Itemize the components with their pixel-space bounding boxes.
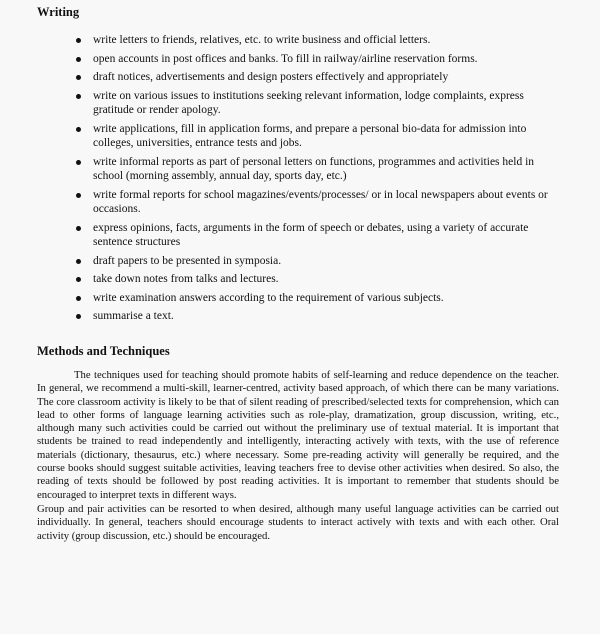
list-item-text: write on various issues to institutions seeking relevant information, lodge complaints, express gratitude or render apology. — [93, 89, 524, 116]
writing-heading: Writing — [37, 5, 80, 19]
list-item-text: write examination answers according to the requirement of various subjects. — [93, 291, 444, 304]
list-item — [0, 309, 555, 324]
bullet-icon — [76, 127, 81, 132]
list-item — [0, 122, 555, 151]
list-item-text: write formal reports for school magazines/events/processes/ or in local newspapers about events or occasions. — [93, 188, 548, 215]
list-item — [0, 272, 555, 287]
methods-heading: Methods and Techniques — [37, 344, 170, 358]
list-item-text: express opinions, facts, arguments in the form of speech or debates, using a variety of accurate sentence structures — [93, 221, 529, 248]
list-item — [0, 33, 555, 48]
list-item-text: draft notices, advertisements and design posters effectively and appropriately — [93, 71, 449, 83]
list-item — [0, 254, 555, 269]
list-item — [0, 89, 555, 118]
bullet-icon — [76, 296, 81, 301]
list-item-text: summarise a text. — [93, 310, 174, 322]
methods-paragraph-1: The techniques used for teaching should promote habits of self-learning and reduce dependence on the teacher. In general, we recommend a multi-skill, learner-centred, activity based approach, of which there can be many variations. The core classroom activity is likely to be that of silent reading of prescribed/selected texts for comprehension, which can lead to other forms of language learning activities such as role-play, dramatization, group discussion, writing, etc., although many such activities could be carried out without the preliminary use of textual material. It is important that students be trained to read independently and intelligently, interacting actively with texts, with the use of reference materials (dictionary, thesaurus, etc.) where necessary. Some pre-reading activity will generally be required, and the course books should suggest suitable activities, leaving teachers free to devise other activities when desired. So also, the reading of texts should be followed by post reading activities. It is important to remember that students should be encouraged to interpret texts in different ways. — [37, 369, 559, 501]
list-item-text: write applications, fill in application forms, and prepare a personal bio-data for admission into colleges, universities, entrance tests and jobs. — [93, 122, 527, 149]
list-item-text: take down notes from talks and lectures. — [93, 273, 279, 285]
list-item-text: draft papers to be presented in symposia. — [93, 254, 282, 267]
list-item — [0, 221, 555, 250]
list-item — [0, 291, 555, 306]
bullet-icon — [76, 277, 81, 282]
list-item — [0, 188, 555, 217]
bullet-icon — [76, 226, 81, 231]
bullet-icon — [76, 160, 81, 165]
list-item — [0, 70, 555, 85]
bullet-icon — [76, 259, 81, 264]
bullet-icon — [76, 193, 81, 198]
bullet-icon — [76, 57, 81, 62]
bullet-icon — [76, 314, 81, 319]
list-item-text: open accounts in post offices and banks. To fill in railway/airline reservation forms. — [93, 52, 478, 65]
list-item — [0, 52, 555, 67]
bullet-icon — [76, 94, 81, 99]
methods-paragraph-2: Group and pair activities can be resorted to when desired, although many useful language activities can be carried out individually. In general, teachers should encourage students to interact actively with texts and with each other. Oral activity (group discussion, etc.) should be encouraged. — [37, 503, 559, 542]
list-item-text: write informal reports as part of personal letters on functions, programmes and activities held in school (morning assembly, annual day, sports day, etc.) — [93, 155, 535, 182]
bullet-icon — [76, 38, 81, 43]
list-item-text: write letters to friends, relatives, etc. to write business and official letters. — [93, 34, 431, 46]
writing-bullet-list — [0, 33, 600, 328]
bullet-icon — [76, 75, 81, 80]
list-item — [0, 155, 555, 184]
